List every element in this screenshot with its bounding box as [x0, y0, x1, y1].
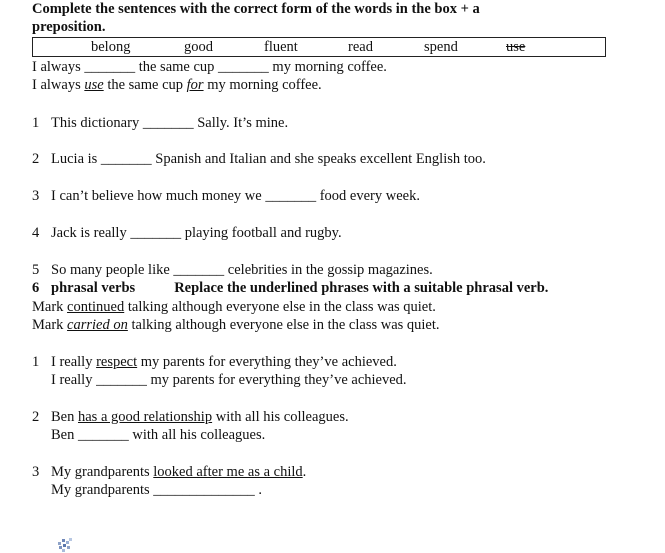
instruction-line-1: Complete the sentences with the correct form of the words in the box + a	[32, 1, 480, 17]
exercise2-answer: I really _______ my parents for everything they’ve achieved.	[51, 372, 407, 388]
example-answer: I always use the same cup for my morning coffee.	[32, 77, 322, 93]
exercise2-item: 3 My grandparents looked after me as a child.	[32, 464, 307, 480]
exercise-item: 4 Jack is really _______ playing football and rugby.	[32, 225, 342, 241]
word-box-item: good	[184, 39, 213, 55]
exercise2-item: 2 Ben has a good relationship with all his colleagues.	[32, 409, 349, 425]
section-heading: 6 phrasal verbs Replace the underlined phrases with a suitable phrasal verb.	[32, 280, 549, 296]
exercise-item: 5 So many people like _______ celebrities in the gossip magazines.	[32, 262, 433, 278]
example2-answer: Mark carried on talking although everyone else in the class was quiet.	[32, 317, 440, 333]
word-box-item-used: use	[506, 39, 526, 55]
word-box-item: belong	[91, 39, 131, 55]
word-box-item: read	[348, 39, 373, 55]
word-box-item: spend	[424, 39, 458, 55]
exercise-item: 1 This dictionary _______ Sally. It’s mine.	[32, 115, 289, 131]
example2-question: Mark continued talking although everyone else in the class was quiet.	[32, 299, 436, 315]
exercise-item: 3 I can’t believe how much money we _______ food every week.	[32, 188, 420, 204]
word-box-item: fluent	[264, 39, 298, 55]
word-box	[32, 37, 606, 57]
example-question: I always _______ the same cup _______ my morning coffee.	[32, 59, 387, 75]
instruction-line-2: preposition.	[32, 19, 106, 35]
exercise2-item: 1 I really respect my parents for everything they’ve achieved.	[32, 354, 397, 370]
exercise-item: 2 Lucia is _______ Spanish and Italian and she speaks excellent English too.	[32, 151, 486, 167]
exercise2-answer: Ben _______ with all his colleagues.	[51, 427, 266, 443]
logo-icon	[56, 536, 74, 553]
exercise2-answer: My grandparents ______________ .	[51, 482, 263, 498]
